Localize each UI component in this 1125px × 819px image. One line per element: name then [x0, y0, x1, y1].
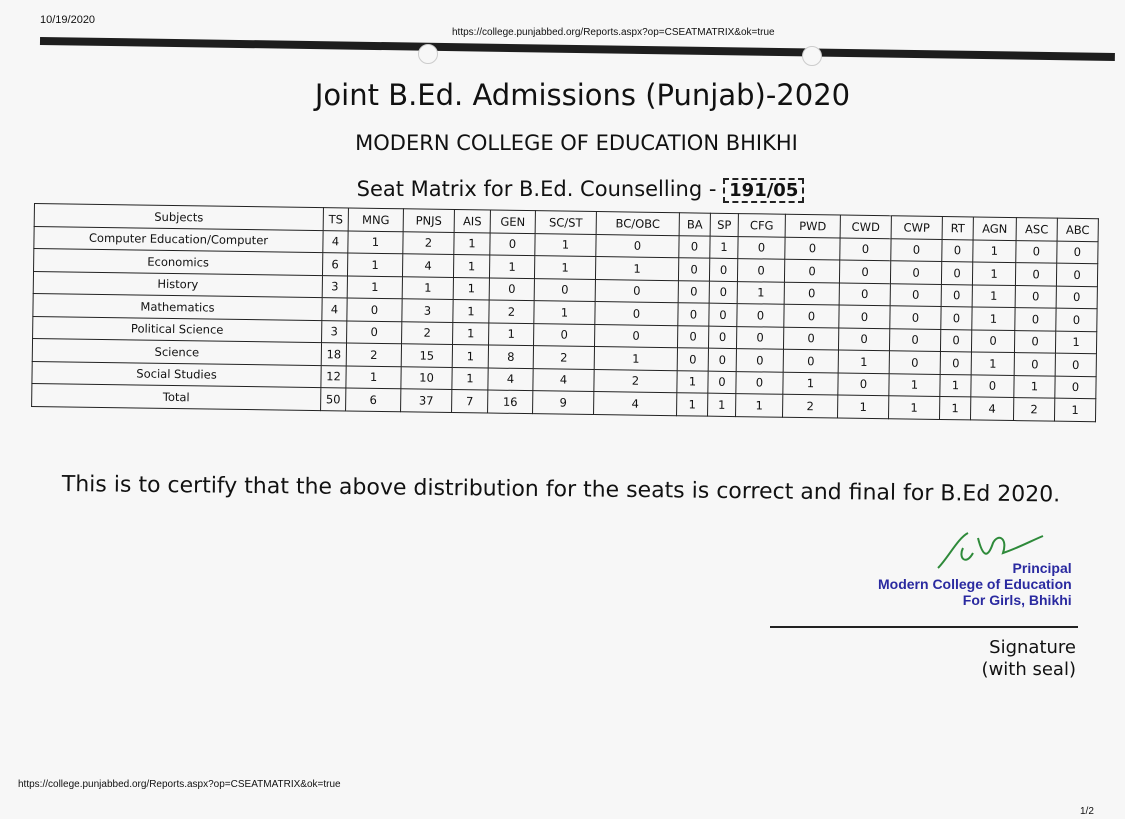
value-cell: 2: [402, 321, 453, 344]
value-cell: 0: [1056, 308, 1097, 331]
col-header: CWP: [891, 216, 942, 239]
value-cell: 0: [677, 325, 708, 348]
value-cell: 1: [595, 257, 678, 281]
value-cell: 4: [323, 230, 348, 253]
subject-cell: Social Studies: [32, 361, 321, 388]
value-cell: 0: [489, 278, 534, 301]
col-header: PWD: [785, 214, 840, 237]
value-cell: 0: [1014, 330, 1055, 353]
value-cell: 1: [1055, 331, 1096, 354]
value-cell: 0: [889, 328, 940, 351]
value-cell: 0: [1056, 286, 1097, 309]
value-cell: 0: [1015, 308, 1056, 331]
value-cell: 0: [890, 306, 941, 329]
value-cell: 1: [889, 373, 940, 396]
value-cell: 0: [679, 235, 710, 258]
value-cell: 1: [1014, 375, 1055, 398]
value-cell: 1: [453, 277, 489, 300]
value-cell: 0: [1014, 353, 1055, 376]
subject-cell: History: [33, 271, 322, 298]
punch-hole-right: [802, 46, 822, 66]
value-cell: 0: [783, 327, 838, 350]
col-header: ASC: [1016, 218, 1057, 241]
value-cell: 3: [322, 275, 347, 298]
value-cell: 0: [1016, 240, 1057, 263]
value-cell: 1: [489, 323, 534, 346]
signature-label-line1: Signature: [989, 637, 1076, 658]
value-cell: 2: [533, 346, 594, 369]
page-number: 1/2: [1080, 806, 1094, 817]
value-cell: 1: [453, 322, 489, 345]
col-header: SC/ST: [535, 211, 596, 234]
value-cell: 1: [454, 232, 490, 255]
value-cell: 1: [783, 372, 838, 395]
value-cell: 0: [889, 351, 940, 374]
value-cell: 0: [736, 349, 783, 372]
col-header: GEN: [490, 210, 535, 233]
value-cell: 0: [678, 303, 709, 326]
value-cell: 1: [594, 347, 677, 371]
value-cell: 0: [1015, 263, 1056, 286]
value-cell: 0: [783, 349, 838, 372]
signature-line: [770, 626, 1078, 628]
certification-text: This is to certify that the above distribution for the seats is correct and final for B.Ed 2020.: [61, 472, 1061, 508]
value-cell: 1: [347, 253, 402, 276]
subject-cell: Science: [32, 338, 321, 365]
value-cell: 0: [736, 326, 783, 349]
counselling-code: 191/05: [723, 178, 804, 203]
value-cell: 1: [402, 276, 453, 299]
value-cell: 0: [941, 306, 972, 329]
value-cell: 0: [838, 373, 889, 396]
value-cell: 1: [534, 256, 595, 279]
value-cell: 0: [708, 371, 736, 394]
value-cell: 1: [973, 239, 1016, 262]
value-cell: 0: [838, 328, 889, 351]
value-cell: 2: [489, 300, 534, 323]
value-cell: 1: [972, 284, 1015, 307]
value-cell: 10: [401, 366, 452, 389]
value-cell: 0: [736, 371, 783, 394]
col-header: BA: [679, 213, 710, 236]
col-header: AGN: [973, 217, 1016, 240]
value-cell: 0: [971, 329, 1014, 352]
value-cell: 0: [708, 348, 736, 371]
value-cell: 4: [488, 368, 533, 391]
table-body: [32, 226, 1098, 421]
subject-cell: Computer Education/Computer: [34, 226, 323, 253]
value-cell: 0: [595, 302, 678, 326]
subtitle-text: Seat Matrix for B.Ed. Counselling -: [356, 177, 717, 201]
value-cell: 1: [971, 352, 1014, 375]
value-cell: 1: [889, 396, 940, 419]
college-seal: [878, 560, 1072, 608]
col-header: MNG: [348, 208, 403, 231]
value-cell: 0: [737, 304, 784, 327]
value-cell: 0: [942, 239, 973, 262]
value-cell: 0: [677, 348, 708, 371]
subject-cell: Mathematics: [33, 293, 322, 320]
value-cell: 0: [709, 258, 737, 281]
value-cell: 4: [594, 392, 677, 416]
value-cell: 0: [839, 305, 890, 328]
value-cell: 6: [322, 253, 347, 276]
value-cell: 0: [708, 326, 736, 349]
value-cell: 0: [347, 320, 402, 343]
value-cell: 0: [595, 279, 678, 303]
print-url-top: https://college.punjabbed.org/Reports.aspx?op=CSEATMATRIX&ok=true: [452, 27, 775, 38]
value-cell: 2: [783, 394, 838, 417]
value-cell: 1: [453, 300, 489, 323]
value-cell: 0: [785, 237, 840, 260]
matrix-subtitle: [18, 177, 1125, 203]
value-cell: 3: [402, 299, 453, 322]
value-cell: 0: [890, 283, 941, 306]
subject-cell: Economics: [34, 249, 323, 276]
value-cell: 0: [595, 324, 678, 348]
col-header: RT: [942, 217, 973, 240]
value-cell: 0: [1015, 285, 1056, 308]
value-cell: 0: [596, 234, 679, 258]
value-cell: 0: [534, 323, 595, 346]
value-cell: 0: [678, 258, 709, 281]
value-cell: 2: [346, 343, 401, 366]
value-cell: 0: [347, 298, 402, 321]
punch-hole-left: [418, 44, 438, 64]
value-cell: 1: [348, 230, 403, 253]
subject-cell: Political Science: [33, 316, 322, 343]
value-cell: 1: [940, 374, 971, 397]
value-cell: 0: [839, 283, 890, 306]
value-cell: 37: [401, 389, 452, 412]
value-cell: 0: [941, 284, 972, 307]
value-cell: 4: [402, 254, 453, 277]
print-date: 10/19/2020: [40, 14, 96, 26]
value-cell: 0: [890, 261, 941, 284]
value-cell: 7: [452, 389, 488, 412]
value-cell: 3: [322, 320, 347, 343]
value-cell: 0: [1055, 376, 1096, 399]
value-cell: 18: [321, 343, 346, 366]
seal-location: For Girls, Bhikhi: [962, 592, 1072, 608]
value-cell: 1: [452, 345, 488, 368]
value-cell: 1: [677, 393, 708, 416]
value-cell: 1: [346, 365, 401, 388]
value-cell: 6: [346, 388, 401, 411]
value-cell: 15: [401, 344, 452, 367]
value-cell: 1: [489, 255, 534, 278]
subject-cell: Total: [32, 383, 321, 410]
value-cell: 0: [784, 282, 839, 305]
col-header: ABC: [1057, 218, 1098, 241]
value-cell: 0: [839, 260, 890, 283]
value-cell: 12: [321, 365, 346, 388]
value-cell: 2: [403, 231, 454, 254]
document-title: Joint B.Ed. Admissions (Punjab)-2020: [314, 78, 851, 112]
value-cell: 0: [940, 329, 971, 352]
header-bar: [40, 37, 1115, 61]
seal-college: Modern College of Education: [878, 576, 1072, 592]
col-header: PNJS: [403, 209, 454, 232]
value-cell: 1: [452, 367, 488, 390]
value-cell: 4: [322, 298, 347, 321]
value-cell: 0: [941, 261, 972, 284]
value-cell: 0: [1056, 263, 1097, 286]
print-url-bottom: https://college.punjabbed.org/Reports.aspx?op=CSEATMATRIX&ok=true: [18, 779, 341, 790]
value-cell: 0: [737, 259, 784, 282]
col-header: CFG: [738, 214, 785, 237]
value-cell: 1: [972, 307, 1015, 330]
value-cell: 2: [594, 369, 677, 393]
value-cell: 0: [784, 259, 839, 282]
col-header: CWD: [840, 215, 891, 238]
seal-designation: Principal: [1012, 560, 1072, 576]
value-cell: 4: [533, 368, 594, 391]
college-name: MODERN COLLEGE OF EDUCATION BHIKHI: [355, 131, 798, 155]
col-header: Subjects: [34, 204, 323, 231]
value-cell: 0: [709, 303, 737, 326]
value-cell: 1: [347, 275, 402, 298]
value-cell: 1: [736, 394, 783, 417]
value-cell: 50: [321, 388, 346, 411]
value-cell: 16: [488, 390, 533, 413]
value-cell: 1: [708, 393, 736, 416]
value-cell: 1: [737, 281, 784, 304]
value-cell: 0: [1055, 353, 1096, 376]
signature-label: [960, 637, 1076, 681]
value-cell: 0: [738, 236, 785, 259]
value-cell: 1: [453, 255, 489, 278]
value-cell: 1: [677, 370, 708, 393]
col-header: SP: [710, 213, 738, 236]
seat-matrix-table: [31, 203, 1099, 422]
value-cell: 1: [838, 350, 889, 373]
value-cell: 0: [784, 304, 839, 327]
value-cell: 4: [970, 397, 1013, 420]
value-cell: 1: [940, 396, 971, 419]
value-cell: 0: [678, 280, 709, 303]
col-header: BC/OBC: [596, 212, 679, 236]
value-cell: 1: [972, 262, 1015, 285]
value-cell: 0: [709, 281, 737, 304]
value-cell: 9: [533, 391, 594, 414]
value-cell: 0: [490, 233, 535, 256]
col-header: TS: [323, 208, 348, 231]
value-cell: 1: [710, 236, 738, 259]
value-cell: 1: [535, 233, 596, 256]
value-cell: 0: [940, 351, 971, 374]
seat-matrix-table-wrap: [31, 203, 1099, 422]
value-cell: 1: [1054, 398, 1095, 421]
value-cell: 0: [840, 238, 891, 261]
value-cell: 1: [534, 301, 595, 324]
value-cell: 1: [838, 395, 889, 418]
value-cell: 0: [534, 278, 595, 301]
signature-label-line2: (with seal): [981, 659, 1076, 680]
value-cell: 0: [971, 374, 1014, 397]
value-cell: 0: [1057, 241, 1098, 264]
col-header: AIS: [454, 210, 490, 233]
value-cell: 8: [488, 345, 533, 368]
value-cell: 0: [891, 238, 942, 261]
value-cell: 2: [1013, 398, 1054, 421]
